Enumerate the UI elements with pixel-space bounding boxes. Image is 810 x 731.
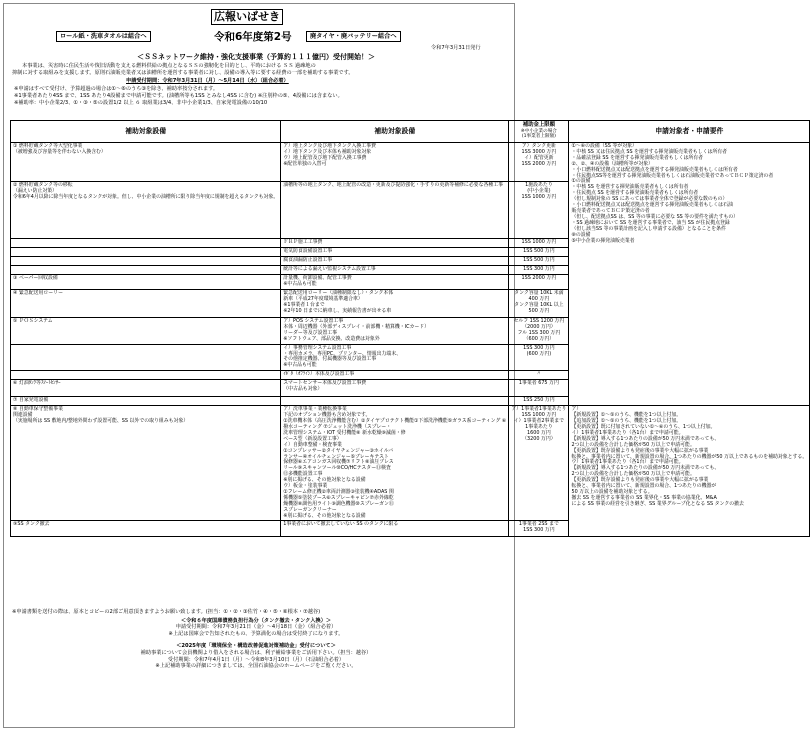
category-cell bbox=[11, 318, 281, 345]
category-cell bbox=[11, 344, 281, 371]
cell-line: 1SS 1000 万円 bbox=[521, 412, 557, 419]
equipment-cell bbox=[281, 380, 509, 397]
category-cell bbox=[11, 521, 281, 537]
cell-line: ④ 緊急配送用ローリー bbox=[13, 290, 63, 296]
cell-line: 電気防食設備設置工事 bbox=[283, 248, 333, 254]
equipment-cell bbox=[281, 257, 509, 266]
category-cell bbox=[11, 275, 281, 290]
table-row bbox=[11, 143, 810, 182]
cell-line: イ）1事業者1事業あたり（各1台）まで申請可能。 bbox=[571, 429, 684, 436]
cell-line: （但し、配送拠点SS は、SS 等の事業に必要な SS 等の要件を満たすもの） bbox=[571, 213, 739, 220]
cell-line: （3200 万円） bbox=[522, 435, 556, 442]
cell-line: ・中核 SS 又は住民拠点 SS を運営する揮発油販売業者もしくは所有者 bbox=[571, 148, 728, 155]
cell-line: （但し該当SS 等の事業計画を記入し申請する設備）となることを条件 bbox=[571, 225, 726, 232]
equipment-cell bbox=[281, 182, 509, 239]
subsidy-table bbox=[10, 120, 810, 537]
cell-line: 計量機、荷卸設備、配管工事費 bbox=[283, 275, 352, 281]
category-cell bbox=[11, 143, 281, 182]
equipment-cell bbox=[281, 248, 509, 257]
limit-cell bbox=[509, 380, 569, 397]
header-category: 補助対象設備 bbox=[11, 121, 281, 143]
cell-line: 【新規設置】①～⑤のうち、機能を1つ以上付加。 bbox=[571, 412, 682, 419]
footer-period-tank: 申請受付期間：令和7年3月21日（金）～4月18日（金）（組合必着） bbox=[175, 624, 337, 631]
footer-heading-env: ＜2025年度「環境保全・構造改善促進対策補助金」受付について＞ bbox=[176, 643, 336, 650]
cell-line: ※中古品も可能 bbox=[283, 362, 317, 369]
cell-line: ⑧の設備 bbox=[571, 231, 591, 238]
limit-cell bbox=[509, 257, 569, 266]
cell-line: 本体・周辺機器（外部ディスプレイ・前部機・精算機・ICカード） bbox=[283, 323, 430, 330]
cell-line: ① 燃料貯蔵タンク等大型化事業 bbox=[13, 143, 83, 149]
cell-line: ①コンプレッサー②タイヤチェンジャー③ホイルバ bbox=[283, 447, 394, 454]
cell-line: 下記のオプション機器も含め対象です。 bbox=[283, 412, 371, 419]
cell-line: ウ）1事業者1事業あたり（各1台）まで申請可能。 bbox=[571, 459, 684, 466]
main-heading: ＜ＳＳネットワーク維持・強化支援事業（予算約１１１億円）受付開始！＞ bbox=[137, 53, 375, 61]
cell-line: ・住民拠点 SS を運営する揮発油販売業者もしくは所有者 bbox=[571, 190, 699, 197]
cell-line: ・専用カメラ、専用PC、プリンター、情報出力端末、 bbox=[283, 350, 402, 357]
cell-line: ※中古品も可能 bbox=[283, 280, 317, 287]
category-cell bbox=[11, 257, 281, 266]
cell-line: 1SS 1000 万円 bbox=[521, 193, 557, 200]
cell-line: （2000 万円） bbox=[522, 323, 556, 330]
application-period: 申請受付期間：令和7年3月31日（月）～5月14日（水）（組合必着） bbox=[126, 78, 289, 84]
cell-line: ⑫多機能設置工事 bbox=[283, 471, 323, 478]
cell-line: 1SS 300 万円 bbox=[523, 344, 555, 351]
cell-line: 1施設あたり bbox=[525, 182, 553, 188]
cell-line: 洗車管理システム・IOT 受付機能⑧ 新水乾燥⑨滅菌・修 bbox=[283, 429, 406, 436]
category-cell bbox=[11, 248, 281, 257]
footer-details-note: ※上記補助事業の詳細につきましては、全国石油協会のホームページをご覧ください。 bbox=[155, 663, 357, 670]
cell-line: ①フレーム修正機②車両計測器③塗装機④ADAS 関 bbox=[283, 488, 394, 495]
limit-cell bbox=[509, 521, 569, 537]
category-cell bbox=[11, 182, 281, 239]
footer bbox=[0, 609, 512, 670]
intro-line: 本事業は、災害時に住民生活や復旧活動を支える燃料供給の拠点となるＳＳの強靭化を目的とし、平時における ＳＳ 過疎地の bbox=[22, 63, 316, 69]
cell-line: ア）1事業者1事業あたり bbox=[511, 406, 567, 413]
header-equipment: 補助対象設備 bbox=[281, 121, 509, 143]
cell-line: 1SS 2000 万円 bbox=[521, 160, 557, 167]
equipment-cell bbox=[281, 239, 509, 248]
cell-line: ア） bbox=[571, 406, 582, 413]
newsletter-title: 広報いばせき bbox=[211, 9, 283, 25]
equipment-cell bbox=[281, 406, 509, 521]
equipment-cell bbox=[281, 266, 509, 275]
cell-line: ・SS 過疎地において SS を運営する事業者で、該当 SS が住民拠点登録 bbox=[571, 219, 730, 226]
cell-line: ・住民拠点SS等を運営する揮発油販売業者もしくは石油販売業者であってＢＣＰ策定済の者 bbox=[571, 172, 774, 179]
cell-line: 1SS 300 万円 bbox=[523, 527, 555, 534]
cell-line: リーダー等及び設置工事 bbox=[283, 329, 338, 336]
category-cell bbox=[11, 290, 281, 318]
limit-cell bbox=[509, 275, 569, 290]
cell-line: ・品確法登録 SS を運営する揮発油販売業者もしくは所有者 bbox=[571, 154, 704, 161]
category-cell bbox=[11, 397, 281, 406]
cell-line: （被増強及び容量等を伴わない入換含む） bbox=[13, 148, 106, 155]
cell-line: ア）タンク更新 bbox=[521, 143, 556, 149]
footer-period-env: 受付期間：令和7年4月1日（月）～令和8年3月10日（月）（石油組合必着） bbox=[167, 656, 345, 663]
cell-line: ①洗車機本体（高圧洗浄機能含む）②タイヤプロテクト機能①下部洗浄機能⑤ガラス系コーティング ⑥ bbox=[283, 418, 507, 425]
cell-line: 1SS 500 万円 bbox=[523, 257, 555, 263]
footer-note-budget: ※上記は国庫会で告知されたもの、予算満化の場合は受付終了になります。 bbox=[168, 630, 344, 637]
cell-line: 1事業者において撤去していない SS のタンクに限る bbox=[283, 521, 399, 528]
category-cell bbox=[11, 239, 281, 248]
limit-cell bbox=[509, 266, 569, 275]
cell-line: ③ ベーパー回収設備 bbox=[13, 275, 58, 281]
cell-line: 400 万円 bbox=[528, 295, 550, 302]
cell-line: 腐食油漏防止設置工事 bbox=[283, 257, 333, 263]
cell-line: ⑤ ＰＯＳシステム bbox=[13, 318, 53, 324]
header-limit: 補助金上限額 ※中小企業の場合 (1事業者上限額) bbox=[509, 121, 569, 143]
cell-line: ウ）地上配管及び地下配管入換工事費 bbox=[283, 154, 367, 161]
cell-line: 燥機器⑧調色用ライト⑨調色機器⑩スプレーガン⑪ bbox=[283, 500, 394, 507]
cell-line: 統計等による漏えい監視システム設置工事 bbox=[283, 266, 376, 272]
cell-line: 販売業者であってＢＣＰ策定済の者 bbox=[571, 207, 650, 214]
cell-line: ※別に掲げる、その他対象となる設備 bbox=[283, 512, 366, 519]
cell-line: ※ソフトウェア、部品交換、改造費は対象外 bbox=[283, 335, 380, 342]
cell-line: 1事業あたり bbox=[525, 423, 553, 430]
cell-line: （実施場所は SS 敷地内/整地外問わず設置可能、SS 以外での取り組みも対象） bbox=[13, 418, 189, 425]
cell-line: ※2年10 日までに納車し、実績報告書が出せる車 bbox=[283, 307, 392, 314]
footer-loan-note: 補助事業について会員機関より借入をされる場合は、利子補給事業をご活用下さい。（担当：越谷） bbox=[140, 649, 372, 656]
cell-line: 【新規設置】導入する1つあたりの設備が50 万円未満であっても、 bbox=[571, 465, 720, 472]
cell-line: スプレーガンクリーナー bbox=[283, 506, 337, 513]
cell-line: フル 1SS 300 万円 bbox=[517, 329, 561, 336]
cell-line: ア）POS システム設置工事 bbox=[283, 318, 344, 324]
cell-line: ※配管単独の入替可 bbox=[283, 160, 327, 167]
badge-right: 廃タイヤ・廃バッテリー組合へ bbox=[306, 31, 401, 42]
cell-line: イ）1事業者2事業まで bbox=[513, 418, 564, 425]
cell-line: イ）自動車整備・検査事業 bbox=[283, 441, 342, 448]
category-cell bbox=[11, 406, 281, 521]
cell-line: 50 万以上の設備を補助対象とする。 bbox=[571, 488, 653, 495]
limit-cell bbox=[509, 397, 569, 406]
cell-line: ・小口燃料配送拠点又は配送拠点を運営する揮発油販売業者もしくは所有者 bbox=[571, 166, 738, 173]
equipment-cell bbox=[281, 275, 509, 290]
equipment-cell bbox=[281, 344, 509, 371]
category-cell bbox=[11, 266, 281, 275]
header-applicant: 申請対象者・申請要件 bbox=[569, 121, 810, 143]
cell-line: ①～⑥の設備（SS 等が対象） bbox=[571, 143, 637, 149]
issue-number: 令和6年度第2号 bbox=[214, 31, 292, 43]
cell-line: 1SS 500 万円 bbox=[523, 248, 555, 254]
cell-line: 1600 万円 bbox=[526, 429, 551, 436]
cell-line: 1SS 250 万円 bbox=[523, 397, 555, 404]
footer-note: ※申請書類を送付の際は、原本とコピーの2部ご用意頂きますようお願い致します。(担当：①・②・③佐竹・④・⑤・⑥根本・⑦越谷) bbox=[12, 609, 321, 615]
cell-line: タンク容量 10KL 以上 bbox=[514, 301, 564, 308]
cell-line: ランサー④オイルチェンジャー⑤ブレーキテスト bbox=[283, 453, 389, 460]
cell-line: 転換と、事業者内に置いて、新規設置の場合、1つあたりの機器が bbox=[571, 483, 717, 490]
cell-line: ⑧ 自動車保守整備事業 bbox=[13, 406, 63, 413]
cell-line: 撤去 SS を運営する事業者の SS 業界化・SS 事業の協業化、M&A bbox=[571, 494, 717, 501]
cell-line: 【更新設置】既に付加されていない①～⑥のうち、1つ以上付加。 bbox=[571, 423, 716, 430]
cell-line: その他推定機器、付属機器等及び設置工事 bbox=[283, 356, 377, 363]
cell-line: 【更新設置】既存設備よりも発症後の事業や大幅に拡がる事業 bbox=[571, 447, 709, 454]
cell-line: 【更新設置】既存設備よりも発症後の事業や大幅に拡がる事業 bbox=[571, 477, 709, 484]
cell-line: ベース型（新設設置工事） bbox=[283, 435, 342, 442]
footer-heading-tank: ＜令和６年度国庫債務負担行為分（タンク撤去・タンク入換）＞ bbox=[180, 617, 332, 624]
intro-line: ※補助率：中小企業2/3、①・③・⑤の設置1/2 以上 ６ 取組業は3/4、非中小企業1/3、自家発電設備の10/10 bbox=[14, 100, 268, 106]
equipment-cell bbox=[281, 371, 509, 380]
cell-line: 転換と、事業者内に置いて、新規設置の場合、1つあたりの機器が50 万以上であるものを補助対象とする。 bbox=[571, 453, 808, 460]
cell-line: イ）事務管理システム設置工事 bbox=[283, 344, 352, 351]
cell-line: ・中核 SS を運営する揮発油販売業者もしくは所有者 bbox=[571, 184, 689, 191]
cell-line: イ）地下タンク及び本体も補助対象対象 bbox=[283, 148, 372, 155]
cell-line: 油槽所等の地上タンク、地上配管の改造・更新及び提防強化・手すりの更新等補修に必要な各種工事 bbox=[283, 182, 504, 188]
intro-line: 抑制に対する取組みを支援します。原則石油販売業者又は油槽所を運営する事業者に対し、設備の導入等に要する経費の一部を補助する事業です。 bbox=[12, 70, 354, 76]
cell-line: ⑨SS タンク撤去 bbox=[13, 521, 50, 528]
limit-cell bbox=[509, 371, 569, 380]
cell-line: 保修器⑥エアコンガス回収機⑦リフト⑧油圧プレス bbox=[283, 459, 394, 466]
cell-line: 1事業者 675 万円 bbox=[518, 380, 559, 387]
cell-line: 500 万円 bbox=[528, 307, 550, 314]
cell-line: 1事業者 2SS まで bbox=[518, 521, 559, 528]
cell-line: 1SS 3000 万円 bbox=[521, 148, 557, 155]
cell-line: 撥水コーティング ⑦ジェット洗浄機（スプレー・ bbox=[283, 423, 392, 430]
cell-line: 〃 bbox=[536, 371, 542, 378]
cell-line: ア）洗車事業・業種転換事業 bbox=[283, 406, 347, 413]
cell-line: ※別に掲げる、その他対象となる設備 bbox=[283, 477, 366, 484]
intro-line: ※申請はすべて受付け、予算超過の場合は①～⑥のうち③を除き、補助率按分されます。 bbox=[14, 86, 219, 92]
table-row bbox=[11, 406, 810, 521]
cell-line: （中古品も対象） bbox=[283, 386, 323, 393]
limit-cell bbox=[509, 290, 569, 318]
applicant-cell-top bbox=[569, 143, 810, 406]
cell-line: 緊急配送用ローリー（油種制限なし）・タンク本体 bbox=[283, 290, 394, 296]
limit-cell bbox=[509, 318, 569, 345]
intro-line: ※1事業者あたり4SS まで、1SS あたり4設備まで申請可能です。(油槽所等も1SS とみなし4SS に含む) ※注別枠の⑤、4設備には含まない。 bbox=[14, 93, 343, 99]
equipment-cell bbox=[281, 397, 509, 406]
limit-cell bbox=[509, 406, 569, 521]
cell-line: イ）配管更新 bbox=[524, 154, 554, 161]
cell-line: ⑥ 灯油ﾀﾝｸ等ｽﾏｰﾄｾﾝｻｰ bbox=[13, 380, 61, 387]
cell-line: 【追加設置】①～⑤のうち、機能を1つ以上付加。 bbox=[571, 418, 682, 425]
limit-cell bbox=[509, 239, 569, 248]
applicant-cell-bottom bbox=[569, 406, 810, 537]
cell-line: ①の設備 bbox=[571, 178, 591, 185]
cell-line: 1SS 2000 万円 bbox=[521, 275, 557, 281]
category-cell bbox=[11, 380, 281, 397]
cell-line: 関連設備 bbox=[13, 412, 33, 419]
cell-line: 令和6年4月以降に除当年度となるタンクが対象。但し、中小企業の油槽所に限り除当年度に規制を超えるタンクも対象。 bbox=[13, 193, 279, 200]
limit-cell bbox=[509, 143, 569, 182]
cell-line: による SS 事業の経営を引き継ぎ、SS 業界グループ化となる SS タンクの撤去 bbox=[571, 500, 744, 507]
cell-line: ②、②、④の設備（油槽所等が対象） bbox=[571, 160, 654, 167]
cell-line: ア）地上タンク及び地下タンク入換工事費 bbox=[283, 143, 376, 149]
cell-line: 係機器⑤塗装ブース⑥スプレーキャビン⑦赤外線乾 bbox=[283, 494, 394, 501]
cell-line: （漏えい防止対策） bbox=[13, 187, 58, 194]
badge-left: ロール紙・洗車タオルは組合へ bbox=[56, 31, 151, 42]
cell-line: スマートセンサー本体及び設置工事費 bbox=[283, 380, 367, 387]
cell-line: ⑤中小企業の揮発油販売業者 bbox=[571, 237, 635, 244]
cell-line: (600 万円) bbox=[526, 350, 552, 357]
cell-line: タンク容量 10KL 未満 bbox=[514, 290, 564, 296]
cell-line: ＦＲＰ施工工事費 bbox=[283, 239, 323, 245]
equipment-cell bbox=[281, 318, 509, 345]
cell-line: （600 万円） bbox=[523, 335, 555, 342]
cell-line: ｲﾎﾞﾀ（ｵﾌﾗｲﾝ）本体及び設置工事 bbox=[283, 371, 355, 378]
cell-line: 2つ以上の設備を合計した価格が50 万以上で申請可能。 bbox=[571, 471, 695, 478]
cell-line: 【新規設置】導入する1つあたりの設備が50 万円未満であっても、 bbox=[571, 435, 720, 442]
equipment-cell bbox=[281, 290, 509, 318]
cell-line: リール⑨スキャンツール⑩CO/HCテスター⑪検査 bbox=[283, 465, 391, 472]
cell-line: 1SS 300 万円 bbox=[523, 266, 555, 272]
cell-line: セルフ 1SS 1200 万円 bbox=[513, 318, 565, 324]
category-cell bbox=[11, 371, 281, 380]
cell-line: 新車（平成27年度環境基準適合車） bbox=[283, 295, 363, 302]
issue-date: 令和7年3月31日発行 bbox=[431, 45, 481, 51]
equipment-cell bbox=[281, 521, 509, 537]
limit-cell bbox=[509, 344, 569, 371]
limit-cell bbox=[509, 182, 569, 239]
cell-line: ② 燃料貯蔵タンク等の移転 bbox=[13, 182, 73, 188]
cell-line: ※1事業者１台まで bbox=[283, 301, 325, 308]
cell-line: ⑦ 自家発電設備 bbox=[13, 397, 49, 404]
cell-line: (中小企業) bbox=[527, 187, 551, 194]
cell-line: 1SS 1000 万円 bbox=[521, 239, 557, 245]
cell-line: ・小口燃料配送拠点又は配送拠点を運営する揮発油販売業者もしくは石油 bbox=[571, 202, 733, 209]
cell-line: （但し規制対象の SS にあっては事業者全体で登録が必要な数のもの） bbox=[571, 196, 728, 203]
equipment-cell bbox=[281, 143, 509, 182]
cell-line: 2つ以上の設備を合計した価格が50 万以上で申請可能。 bbox=[571, 441, 695, 448]
cell-line: ウ）板金・塗装事業 bbox=[283, 483, 328, 490]
limit-cell bbox=[509, 248, 569, 257]
